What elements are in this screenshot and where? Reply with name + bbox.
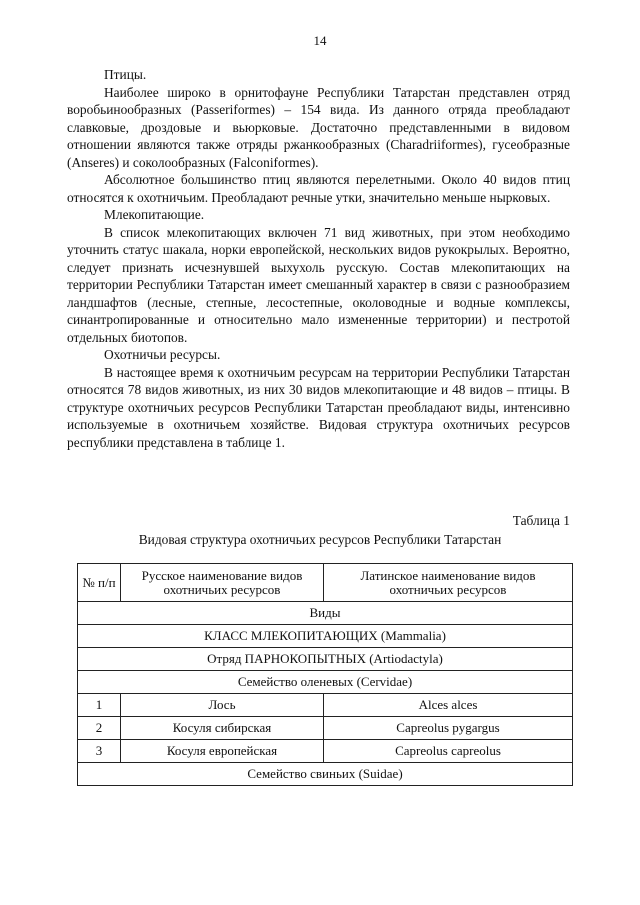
table-family-row <box>78 671 573 694</box>
paragraph-birds-heading: Птицы. <box>104 67 147 82</box>
page-number: 14 <box>313 33 327 48</box>
table-caption-number: Таблица 1 <box>512 513 570 528</box>
paragraph-birds-orders: Наиболее широко в орнитофауне Республики Татарстан представлен отряд воробьинообразных (Passeriformes) – 154 вида. Из данного отряда преобладают славковые, дроздовые и вьюрковые. Достаточно представленными в видовом отношении являются также отряды ржанкообразных (Charadriiformes), гусеобразные (Anseres) и соколообразных (Falconiformes). <box>67 84 570 170</box>
table-row <box>78 740 573 763</box>
paragraph-mammals-list: В список млекопитающих включен 71 вид животных, при этом необходимо уточнить статус шакала, норки европейской, нескольких видов рукокрылых. Вероятно, следует признать исчезнувшей выхухоль русскую. Состав млекопитающих на территории Республики Татарстан имеет смешанный характер в связи с разнообразием ландшафтов (лесные, степные, лесостепные, околоводные и водные комплексы, синантропированные и относительно мало измененные территории) и пестротой отдельных биотопов. <box>67 224 570 345</box>
table-family-row <box>78 763 573 786</box>
cell-russian-name: Косуля европейская <box>121 740 324 763</box>
family-suidae: Семейство свиньих (Suidae) <box>78 763 573 786</box>
header-russian-name: Русское наименование видов охотничьих ресурсов <box>121 564 324 602</box>
order-artiodactyla: Отряд ПАРНОКОПЫТНЫХ (Artiodactyla) <box>78 648 573 671</box>
header-num: № п/п <box>78 564 121 602</box>
paragraph-hunting-heading: Охотничьи ресурсы. <box>104 347 221 362</box>
paragraph-mammals-heading: Млекопитающие. <box>104 207 205 222</box>
section-species: Виды <box>78 602 573 625</box>
body-text <box>67 66 570 451</box>
class-mammalia: КЛАСС МЛЕКОПИТАЮЩИХ (Mammalia) <box>78 625 573 648</box>
cell-num: 3 <box>78 740 121 763</box>
table-header-row <box>78 564 573 602</box>
cell-russian-name: Косуля сибирская <box>121 717 324 740</box>
table-class-row <box>78 625 573 648</box>
cell-latin-name: Capreolus capreolus <box>324 740 573 763</box>
table-order-row <box>78 648 573 671</box>
cell-latin-name: Capreolus pygargus <box>324 717 573 740</box>
family-cervidae: Семейство оленевых (Cervidae) <box>78 671 573 694</box>
header-latin-name: Латинское наименование видов охотничьих ресурсов <box>324 564 573 602</box>
paragraph-hunting-resources: В настоящее время к охотничьим ресурсам на территории Республики Татарстан относятся 78 видов животных, из них 30 видов млекопитающие и 48 видов – птицы. В структуре охотничьих ресурсов Республики Татарстан преобладают виды, интенсивно используемые в охотничьем хозяйстве. Видовая структура охотничьих ресурсов республики представлена в таблице 1. <box>67 364 570 450</box>
table-row <box>78 717 573 740</box>
table-caption-title: Видовая структура охотничьих ресурсов Республики Татарстан <box>138 532 502 547</box>
hunting-resources-table <box>77 563 573 786</box>
cell-latin-name: Alces alces <box>324 694 573 717</box>
cell-russian-name: Лось <box>121 694 324 717</box>
cell-num: 2 <box>78 717 121 740</box>
table-section-row <box>78 602 573 625</box>
paragraph-birds-migratory: Абсолютное большинство птиц являются перелетными. Около 40 видов птиц относятся к охотничьим. Преобладают речные утки, значительно меньше нырковых. <box>67 172 570 205</box>
cell-num: 1 <box>78 694 121 717</box>
table-row <box>78 694 573 717</box>
